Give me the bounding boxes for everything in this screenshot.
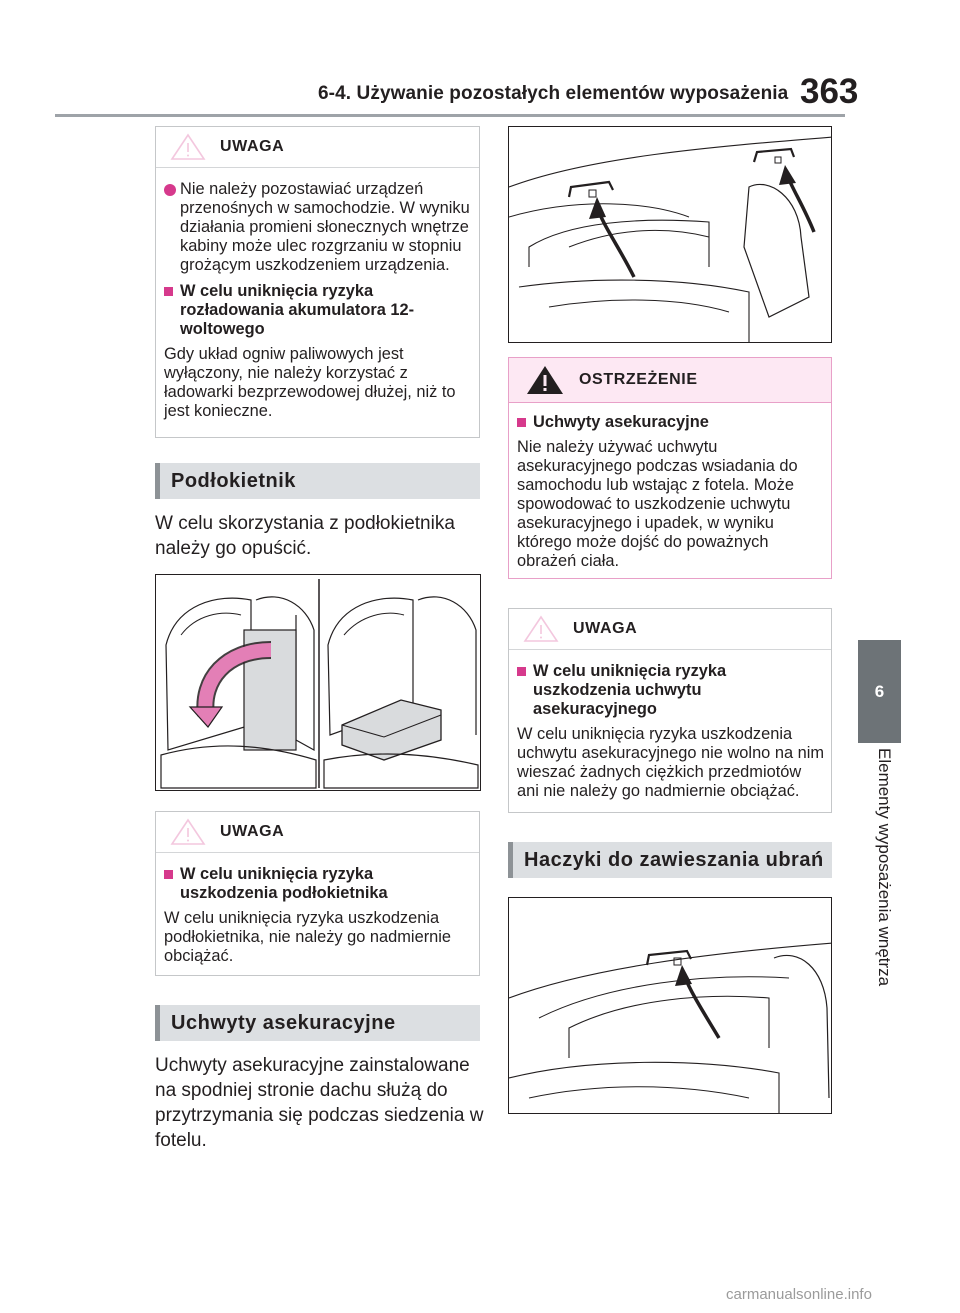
bullet-square-icon [164,870,173,879]
warning-item-title: Uchwyty asekuracyjne [533,413,709,431]
caution-item-text: Gdy układ ogniw paliwowych jest wyłączony, nie należy korzystać z ładowarki bezprzewodowej dłużej, niż to jest konieczne. [164,345,456,420]
caution-item-title: W celu uniknięcia ryzyka uszkodzenia uchwytu asekuracyjnego [533,662,727,718]
caution-label: UWAGA [220,823,285,840]
chapter-title: Elementy wyposażenia wnętrza [875,748,894,987]
warning-box-assist-grips [508,357,832,579]
armrest-description: W celu skorzystania z podłokietnika należy go opuścić. [155,513,455,559]
caution-item-text: Nie należy pozostawiać urządzeń przenośnych w samochodzie. W wyniku działania promieni słonecznych wnętrze kabiny może ulec rozgrzaniu w stopniu grożącym uszkodzeniem urządzenia. [180,180,470,274]
caution-label: UWAGA [573,620,638,637]
bullet-square-icon [164,287,173,296]
caution-header [156,812,479,853]
assist-grips-description: Uchwyty asekuracyjne zainstalowane na spodniej stronie dachu służą do przytrzymania się podczas siedzenia w fotelu. [155,1055,484,1151]
caution-box-charging [155,126,480,438]
coat-hook-illustration [508,897,832,1114]
caution-box-assist-grips [508,608,832,813]
page-number: 363 [800,72,859,111]
bullet-square-icon [517,418,526,427]
section-heading-armrest: Podłokietnik [155,463,480,499]
section-heading-assist-grips: Uchwyty asekuracyjne [155,1005,480,1041]
footer-watermark[interactable]: carmanualsonline.info [726,1286,872,1303]
caution-triangle-icon [170,133,206,161]
caution-item-title: W celu uniknięcia ryzyka rozładowania akumulatora 12-woltowego [180,282,415,338]
assist-grip-figure-drawing [509,127,832,343]
armrest-illustration [155,574,481,791]
warning-triangle-icon [525,364,565,396]
bullet-square-icon [517,667,526,676]
caution-item-text: W celu uniknięcia ryzyka uszkodzenia uchwytu asekuracyjnego nie wolno na nim wieszać żadnych ciężkich przedmiotów ani nie należy go nadmiernie obciążać. [517,725,825,800]
armrest-figure-drawing [156,575,481,791]
section-title: 6-4. Używanie pozostałych elementów wyposażenia [318,83,789,104]
warning-header [509,358,831,403]
section-heading-coat-hooks: Haczyki do zawieszania ubrań [508,842,832,878]
caution-label: UWAGA [220,138,285,155]
caution-header [156,127,479,168]
caution-item-text: W celu uniknięcia ryzyka uszkodzenia podłokietnika, nie należy go nadmiernie obciążać. [164,909,452,965]
coat-hook-figure-drawing [509,898,832,1114]
caution-header [509,609,831,650]
caution-triangle-icon [523,615,559,643]
bullet-circle-icon [164,184,176,196]
assist-grip-illustration [508,126,832,343]
caution-item-title: W celu uniknięcia ryzyka uszkodzenia podłokietnika [180,865,388,902]
caution-triangle-icon [170,818,206,846]
header-divider [55,114,845,117]
warning-item-text: Nie należy używać uchwytu asekuracyjnego podczas wsiadania do samochodu lub wstając z fotela. Może spowodować to uszkodzenie uchwytu asekuracyjnego i upadek, w wyniku którego może dojść do poważnych obrażeń ciała. [517,438,798,570]
caution-box-armrest [155,811,480,976]
warning-label: OSTRZEŻENIE [579,371,698,388]
chapter-tab[interactable]: 6 [858,640,901,743]
